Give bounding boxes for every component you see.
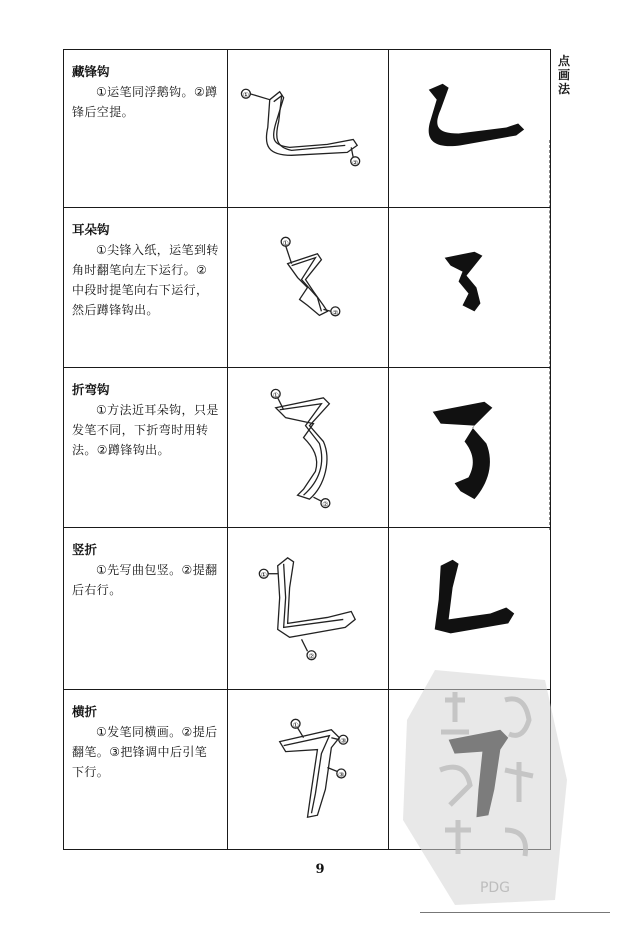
diagram-label: ③ [340,737,347,746]
stroke-description: ①先写曲包竖。②提翻后右行。 [72,563,218,597]
brush-example-cell [389,368,551,528]
diagram-label: ① [242,91,250,100]
outline-diagram-cell [228,690,389,850]
description-cell [64,690,228,850]
stroke-description: ①发笔同横画。②提后翻笔。③把锋调中后引笔下行。 [72,725,218,779]
description-cell [64,368,228,528]
stroke-name: 折弯钩 [72,382,110,397]
watermark-text: PDG [479,880,511,896]
diagram-label: ① [260,571,267,580]
diagram-label: ② [352,158,359,167]
diagram-label: ② [332,308,339,317]
stroke-name: 藏锋钩 [72,64,110,79]
brush-example-cell [389,208,551,368]
table-row [64,368,551,528]
description-cell [64,50,228,208]
outline-diagram-cell [228,528,389,690]
stroke-name: 横折 [72,704,98,719]
outline-diagram-cell [228,368,389,528]
outline-diagram [228,690,388,849]
description-cell [64,528,228,690]
stroke-description: ①运笔同浮鹅钩。②蹲锋后空提。 [72,85,218,119]
brush-character [389,50,550,207]
diagram-label: ② [322,500,329,509]
page-number: 9 [315,862,325,877]
section-label: 点画法 [557,54,570,96]
stroke-name: 耳朵钩 [72,222,110,237]
stroke-description: ①方法近耳朵钩，只是发笔不同，下折弯时用转法。②蹲锋钩出。 [72,403,219,457]
diagram-label: ① [272,391,279,400]
brush-example-cell [389,50,551,208]
outline-diagram [228,208,388,367]
stroke-name: 竖折 [72,542,98,557]
diagram-label: ① [292,721,299,730]
diagram-label: ② [308,652,315,661]
brush-character [389,368,550,527]
table-row [64,50,551,208]
table-row [64,208,551,368]
outline-diagram [228,50,388,207]
outline-diagram [228,368,388,527]
brush-character [389,208,550,367]
stroke-description: ①尖锋入纸，运笔到转角时翻笔向左下运行。②中段时提笔向右下运行，然后蹲锋钩出。 [72,243,219,317]
outline-diagram-cell [228,208,389,368]
description-cell [64,208,228,368]
diagram-label: ③ [338,770,345,779]
bottom-rule [420,912,610,914]
outline-diagram [228,528,388,689]
diagram-label: ① [282,239,289,248]
outline-diagram-cell [228,50,389,208]
